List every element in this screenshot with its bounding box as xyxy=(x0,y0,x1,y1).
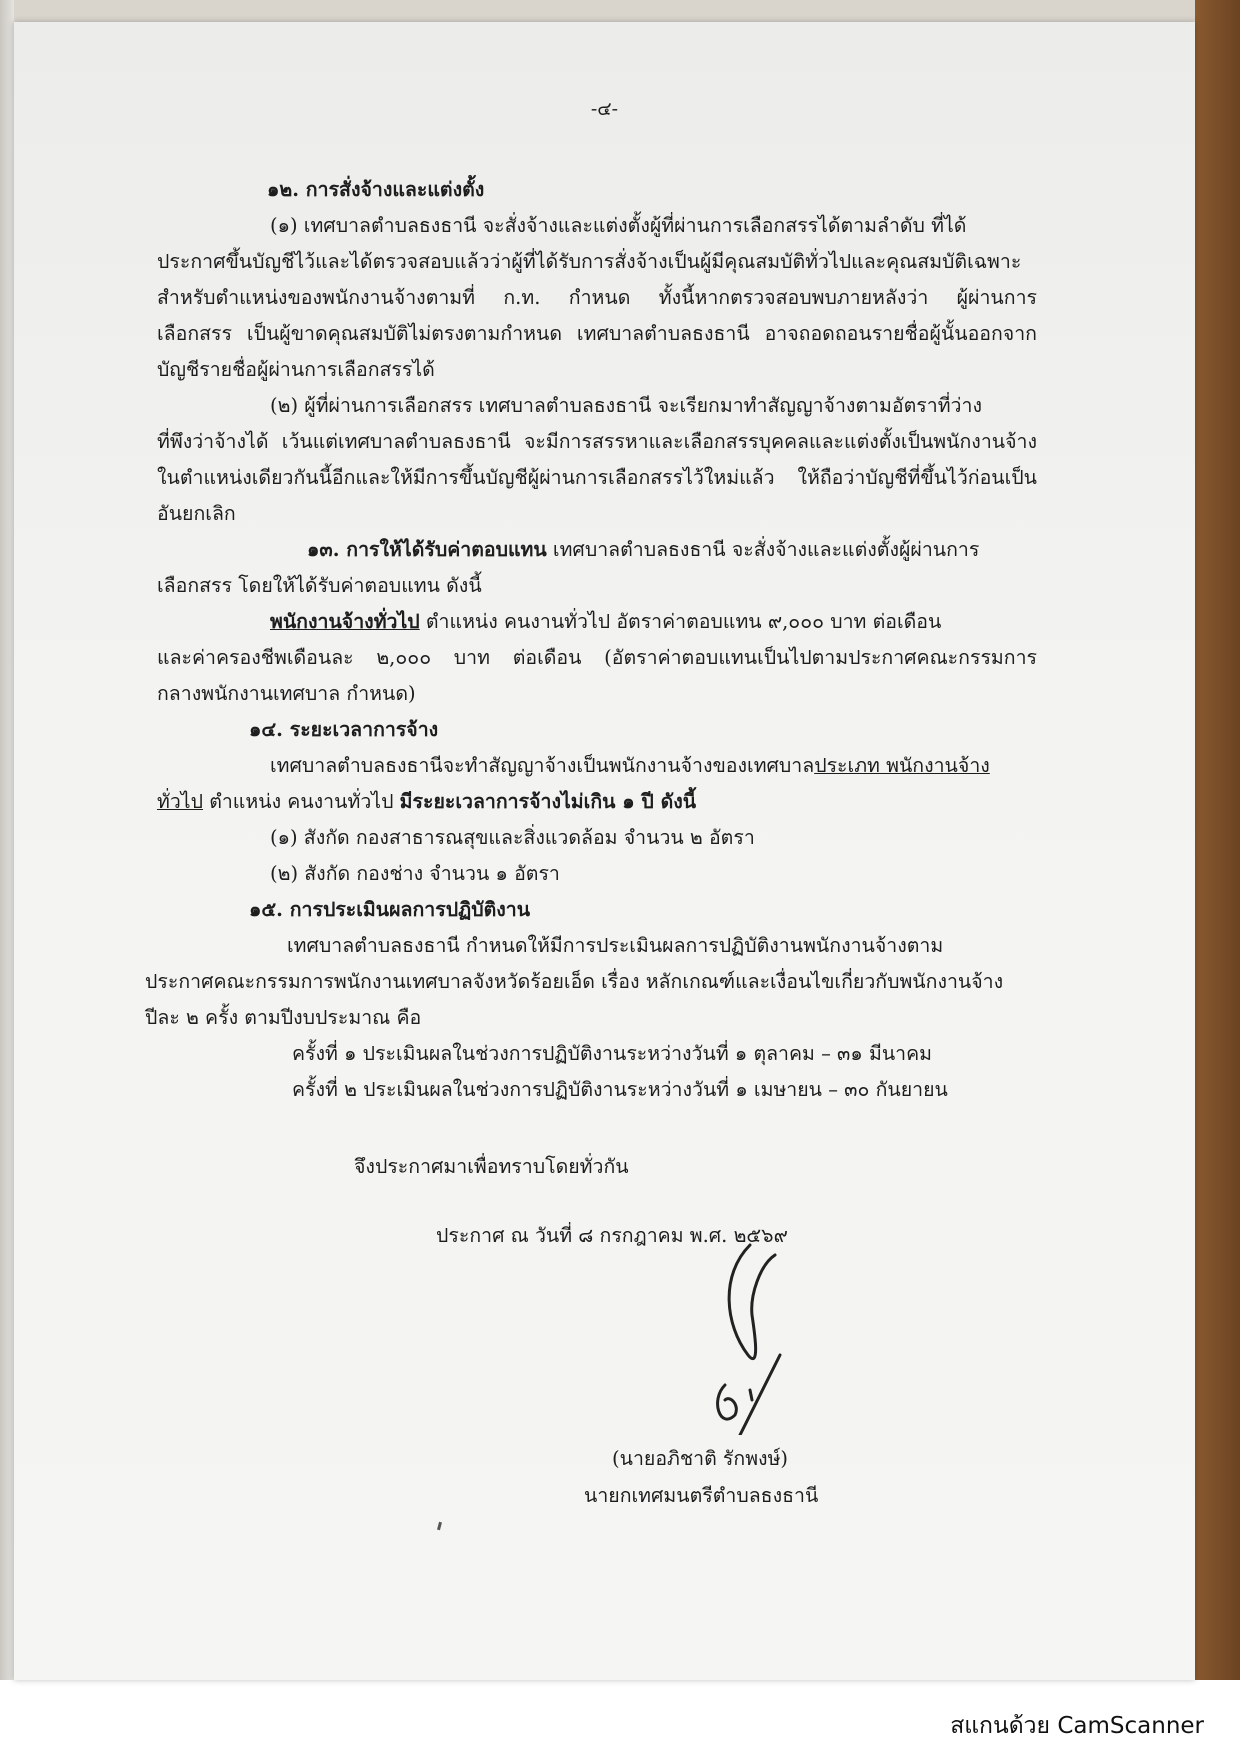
s14-line1-pre: เทศบาลตำบลธงธานีจะทำสัญญาจ้างเป็นพนักงานจ้างของเทศบาล xyxy=(270,754,815,777)
signer-name: (นายอภิชาติ รักพงษ์) xyxy=(612,1447,789,1470)
s14-item-2: (๒) สังกัด กองช่าง จำนวน ๑ อัตรา xyxy=(270,862,560,885)
s12-p2-line2: ที่พึงว่าจ้างได้ เว้นแต่เทศบาลตำบลธงธานี จะมีการสรรหาและเลือกสรรบุคคลและแต่งตั้งเป็นพนักงานจ้าง xyxy=(157,430,1037,453)
s12-p1-line5: บัญชีรายชื่อผู้ผ่านการเลือกสรรได้ xyxy=(157,358,435,381)
signer-title: นายกเทศมนตรีตำบลธงธานี xyxy=(584,1484,819,1507)
s13-line5: กลางพนักงานเทศบาล กำหนด) xyxy=(157,682,416,705)
s14-line1 xyxy=(157,748,1037,784)
s12-p2-line3: ในตำแหน่งเดียวกันนี้อีกและให้มีการขึ้นบัญชีผู้ผ่านการเลือกสรรไว้ใหม่แล้ว ให้ถือว่าบัญชีที่ขึ้นไว้ก่อนเป็น xyxy=(157,466,1037,489)
s13-employee-rest: ตำแหน่ง คนงานทั่วไป อัตราค่าตอบแทน ๙,๐๐๐ บาท ต่อเดือน xyxy=(419,610,942,633)
s15-line2: ประกาศคณะกรรมการพนักงานเทศบาลจังหวัดร้อยเอ็ด เรื่อง หลักเกณฑ์และเงื่อนไขเกี่ยวกับพนักงานจ้าง xyxy=(145,970,1004,993)
section-12-heading: ๑๒. การสั่งจ้างและแต่งตั้ง xyxy=(267,178,485,201)
s13-heading-rest: เทศบาลตำบลธงธานี จะสั่งจ้างและแต่งตั้งผู้ผ่านการ xyxy=(546,538,980,561)
s15-line3: ปีละ ๒ ครั้ง ตามปีงบประมาณ คือ xyxy=(145,1006,422,1029)
page-number: -๔- xyxy=(590,98,619,120)
announcement-date: ประกาศ ณ วันที่ ๘ กรกฎาคม พ.ศ. ๒๕๖๙ xyxy=(436,1224,788,1247)
s12-p2-line4: อันยกเลิก xyxy=(157,502,236,525)
s14-line1-underlined: ประเภท พนักงานจ้าง xyxy=(814,754,990,777)
section-13-heading: ๑๓. การให้ได้รับค่าตอบแทน xyxy=(307,538,547,561)
s13-line1 xyxy=(157,532,1037,568)
s12-p1-line2: ประกาศขึ้นบัญชีไว้และได้ตรวจสอบแล้วว่าผู้ที่ได้รับการสั่งจ้างเป็นผู้มีคุณสมบัติทั่วไปและคุณสมบัติเฉพาะ xyxy=(157,250,1022,273)
scan-background-wood xyxy=(1195,0,1240,1705)
s13-line2: เลือกสรร โดยให้ได้รับค่าตอบแทน ดังนี้ xyxy=(157,574,482,597)
s15-round-2: ครั้งที่ ๒ ประเมินผลในช่วงการปฏิบัติงานระหว่างวันที่ ๑ เมษายน – ๓๐ กันยายน xyxy=(292,1078,948,1101)
s14-line2-mid: ตำแหน่ง คนงานทั่วไป xyxy=(203,790,400,813)
closing-statement: จึงประกาศมาเพื่อทราบโดยทั่วกัน xyxy=(354,1155,629,1178)
s12-p1-line1: (๑) เทศบาลตำบลธงธานี จะสั่งจ้างและแต่งตั้งผู้ที่ผ่านการเลือกสรรได้ตามลำดับ ที่ได้ xyxy=(270,214,967,237)
s14-line2-underlined: ทั่วไป xyxy=(157,790,203,813)
s15-round-1: ครั้งที่ ๑ ประเมินผลในช่วงการปฏิบัติงานระหว่างวันที่ ๑ ตุลาคม – ๓๑ มีนาคม xyxy=(292,1042,932,1065)
s13-line4: และค่าครองชีพเดือนละ ๒,๐๐๐ บาท ต่อเดือน (อัตราค่าตอบแทนเป็นไปตามประกาศคณะกรรมการ xyxy=(157,646,1037,669)
s14-line2 xyxy=(157,784,1037,820)
s12-p1-line4: เลือกสรร เป็นผู้ขาดคุณสมบัติไม่ตรงตามกำหนด เทศบาลตำบลธงธานี อาจถอดถอนรายชื่อผู้นั้นออกจาก xyxy=(157,322,1037,345)
scan-edge-left xyxy=(0,0,14,1705)
s12-p2-line1: (๒) ผู้ที่ผ่านการเลือกสรร เทศบาลตำบลธงธานี จะเรียกมาทำสัญญาจ้างตามอัตราที่ว่าง xyxy=(270,394,982,417)
s14-item-1: (๑) สังกัด กองสาธารณสุขและสิ่งแวดล้อม จำนวน ๒ อัตรา xyxy=(270,826,755,849)
section-14-heading: ๑๔. ระยะเวลาการจ้าง xyxy=(249,718,439,741)
document-body xyxy=(145,172,1037,1108)
signature-scribble xyxy=(680,1235,820,1435)
s14-line2-bold: มีระยะเวลาการจ้างไม่เกิน ๑ ปี ดังนี้ xyxy=(399,790,697,813)
section-15-heading: ๑๕. การประเมินผลการปฏิบัติงาน xyxy=(249,898,531,921)
s15-line1: เทศบาลตำบลธงธานี กำหนดให้มีการประเมินผลการปฏิบัติงานพนักงานจ้างตาม xyxy=(287,934,944,957)
camscanner-watermark: สแกนด้วย CamScanner xyxy=(950,1713,1204,1739)
s13-line3 xyxy=(157,604,1037,640)
s12-p1-line3: สำหรับตำแหน่งของพนักงานจ้างตามที่ ก.ท. กำหนด ทั้งนี้หากตรวจสอบพบภายหลังว่า ผู้ผ่านการ xyxy=(157,286,1037,309)
s13-employee-type: พนักงานจ้างทั่วไป xyxy=(270,610,420,633)
